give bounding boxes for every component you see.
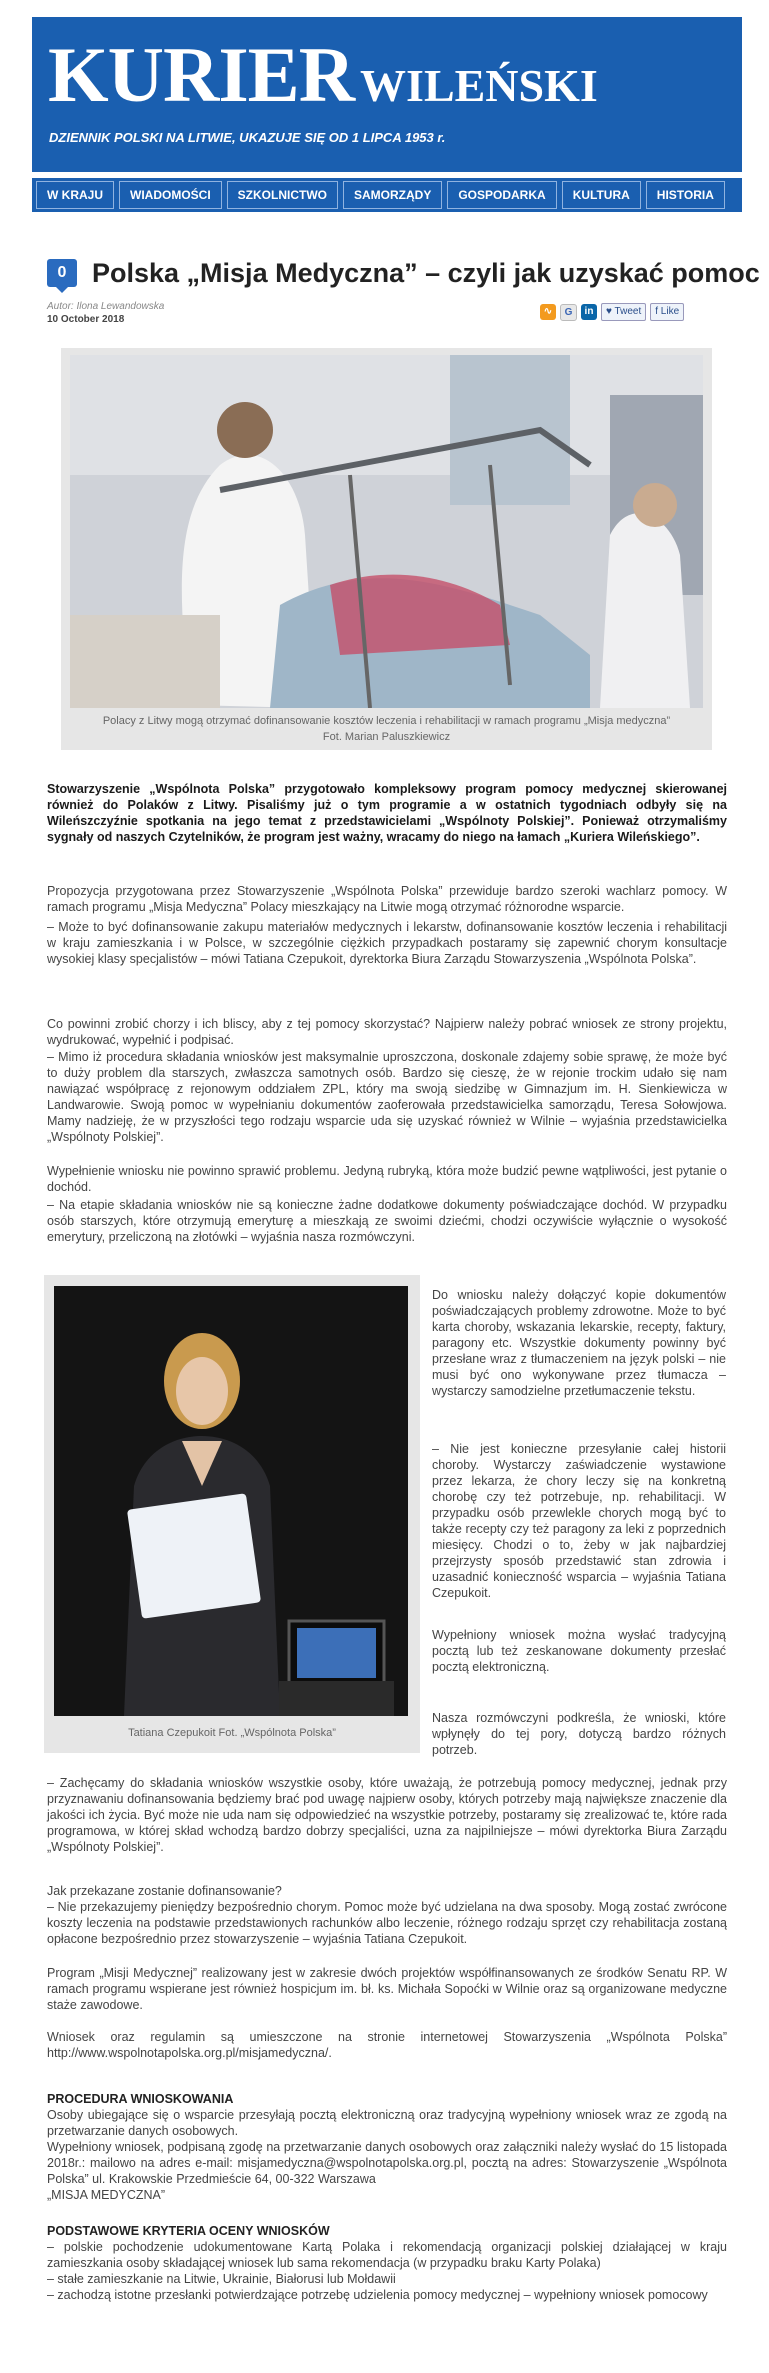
nav-item-gospodarka[interactable]: GOSPODARKA — [447, 181, 556, 209]
body-paragraph-3: Co powinni zrobić chorzy i ich bliscy, aby z tej pomocy skorzystać? Najpierw należy pobrać wniosek ze strony projektu, wydrukować, wypełnić i podpisać. — [47, 1017, 727, 1047]
body-paragraph-17: Wypełniony wniosek, podpisaną zgodę na przetwarzanie danych osobowych oraz załączniki należy wysłać do 15 listopada 2018r.: mailowo na adres e-mail: misjamedyczna@wspolnotapolska.org.pl, pocztą na adres: Stowarzyszenie „Wspólnota Polska” ul. Krakowskie Przedmieście 64, 00-322 Warszawa — [47, 2140, 727, 2186]
nav-item-kultura[interactable]: KULTURA — [562, 181, 641, 209]
tagline: DZIENNIK POLSKI NA LITWIE, UKAZUJE SIĘ OD 1 LIPCA 1953 r. — [49, 130, 446, 145]
comment-count-badge[interactable]: 0 — [47, 259, 77, 287]
body-paragraph-18: „MISJA MEDYCZNA” — [47, 2188, 166, 2202]
article-author: Autor: Ilona Lewandowska — [47, 301, 165, 312]
body-paragraph-10: Nasza rozmówczyni podkreśla, że wnioski, które wpłynęły do tej pory, dotyczą bardzo różnych potrzeb. — [432, 1711, 726, 1757]
hospital-photo-credit: Fot. Marian Paluszkiewicz — [322, 731, 451, 743]
portrait-photo-figure — [44, 1275, 420, 1753]
body-paragraph-9: Wypełniony wniosek można wysłać tradycyjną pocztą lub też zeskanowane dokumenty przesłać pocztą elektroniczną. — [432, 1628, 726, 1674]
linkedin-icon[interactable]: in — [581, 304, 597, 320]
criteria-item-2: – stałe zamieszkanie na Litwie, Ukrainie, Białorusi lub Mołdawii — [47, 2272, 396, 2286]
body-paragraph-16: Osoby ubiegające się o wsparcie przesyłają pocztą elektroniczną oraz tradycyjną wypełniony wniosek wraz ze zgodą na przetwarzanie danych osobowych. — [47, 2108, 727, 2138]
section-heading-criteria: PODSTAWOWE KRYTERIA OCENY WNIOSKÓW — [47, 2224, 330, 2238]
hospital-photo-caption — [61, 713, 712, 745]
share-bar — [540, 303, 684, 321]
google-icon[interactable]: G — [560, 304, 577, 321]
portrait-photo — [54, 1286, 408, 1716]
rss-icon[interactable]: ∿ — [540, 304, 556, 320]
body-paragraph-8: – Nie jest konieczne przesyłanie całej historii choroby. Wystarczy zaświadczenie wystawione przez lekarza, że chory leczy się na konkretną chorobę czy też potrzebuje, np. rehabilitacji. W przypadku osób przewlekle chorych mogą być to także recepty czy też paragony za leki z poprzednich miesięcy. Chodzi o to, żeby w jak najbardziej przejrzysty sposób przedstawić stan zdrowia i uzasadnić konieczność wsparcia – wyjaśnia Tatiana Czepukoit. — [432, 1442, 726, 1600]
main-nav — [32, 178, 742, 212]
body-paragraph-14: Program „Misji Medycznej” realizowany jest w zakresie dwóch projektów współfinansowanych ze środków Senatu RP. W ramach programu wspierane jest również hospicjum im. bł. ks. Michała Sopoćki w Wilnie oraz są organizowane medyczne staże zawodowe. — [47, 1966, 727, 2012]
portrait-illustration — [54, 1286, 408, 1716]
logo-sub: WILEŃSKI — [360, 60, 598, 111]
like-label: Like — [660, 306, 680, 317]
nav-item-historia[interactable]: HISTORIA — [646, 181, 725, 209]
body-paragraph-6: – Na etapie składania wniosków nie są konieczne żadne dodatkowe dokumenty poświadczające dochód. W przypadku osób starszych, które otrzymują emeryturę a mieszkają ze swoimi dziećmi, chodzi oczywiście wyłącznie o wysokość emerytury, przeliczoną na złotówki – wyjaśnia nasza rozmówczyni. — [47, 1198, 727, 1244]
like-button[interactable]: f Like — [650, 303, 684, 321]
nav-item-w-kraju[interactable]: W KRAJU — [36, 181, 114, 209]
hospital-photo-illustration — [70, 355, 703, 708]
body-paragraph-1: Propozycja przygotowana przez Stowarzyszenie „Wspólnota Polska” przewiduje bardzo szeroki wachlarz pomocy. W ramach programu „Misja Medyczna” Polacy mieszkający na Litwie mogą otrzymać różnorodne wsparcie. — [47, 884, 727, 914]
body-paragraph-13: – Nie przekazujemy pieniędzy bezpośrednio chorym. Pomoc może być udzielana na dwa sposoby. Mogą zostać zwrócone koszty leczenia na podstawie przedstawionych rachunków albo leczenie, różnego rodzaju sprzęt czy rehabilitacja zostaną opłacone bezpośrednio przez stowarzyszenie – wyjaśnia Tatiana Czepukoit. — [47, 1900, 727, 1946]
body-paragraph-11: – Zachęcamy do składania wniosków wszystkie osoby, które uważają, że potrzebują pomocy medycznej, jednak przy przyznawaniu dofinansowania będziemy brać pod uwagę najpierw osoby, których potrzeby mają największe znaczenie dla jakości ich życia. Być może nie uda nam się odpowiedzieć na wszystkie potrzeby, postaramy się zrealizować te, które rada programowa, w której skład wchodzą bardzo dobrzy specjaliści, uzna za najpilniejsze – mówi dyrektorka Biura Zarządu „Wspólnoty Polskiej”. — [47, 1776, 727, 1854]
masthead[interactable] — [32, 17, 742, 172]
body-paragraph-5: Wypełnienie wniosku nie powinno sprawić problemu. Jedyną rubryką, która może budzić pewne wątpliwości, jest pytanie o dochód. — [47, 1164, 727, 1194]
hospital-photo-caption-text: Polacy z Litwy mogą otrzymać dofinansowanie kosztów leczenia i rehabilitacji w ramach programu „Misja medyczna” — [102, 715, 671, 727]
portrait-caption: Tatiana Czepukoit Fot. „Wspólnota Polska” — [128, 1727, 336, 1739]
tweet-label: Tweet — [614, 306, 642, 317]
body-paragraph-4: – Mimo iż procedura składania wniosków jest maksymalnie uproszczona, doskonale zdajemy sobie sprawę, że może być to duży problem dla starszych, zwłaszcza samotnych osób. Bardzo się cieszę, że w rejonie trockim udało się nam nawiązać współpracę z rejonowym oddziałem ZPL, który ma swoją siedzibę w Gimnazjum im. H. Sienkiewicza w Landwarowie. Swoją pomoc w wypełnianiu dokumentów zaoferowała przedstawicielka samorządu, Teresa Sołowjowa. Mamy nadzieję, że w przyszłości tego rodzaju wsparcie uda się uzyskać również w Wilnie – wyjaśnia przedstawicielka „Wspólnoty Polskiej”. — [47, 1050, 727, 1144]
criteria-item-1: – polskie pochodzenie udokumentowane Kartą Polaka i rekomendacją organizacji polskiej działającej w kraju zamieszkania osoby składającej wniosek lub sama rekomendacja (w przypadku braku Karty Polaka) — [47, 2240, 727, 2270]
section-heading-procedure: PROCEDURA WNIOSKOWANIA — [47, 2092, 234, 2106]
body-paragraph-15: Wniosek oraz regulamin są umieszczone na stronie internetowej Stowarzyszenia „Wspólnota Polska” http://www.wspolnotapolska.org.pl/misjamedyczna/. — [47, 2030, 727, 2060]
nav-item-wiadomosci[interactable]: WIADOMOŚCI — [119, 181, 222, 209]
body-paragraph-2: – Może to być dofinansowanie zakupu materiałów medycznych i lekarstw, dofinansowanie kosztów leczenia i rehabilitacji w kraju zamieszkania i w Polsce, w szczególnie ciężkich przypadkach postaramy się zapewnić chorym konsultacje wysokiej klasy specjalistów – mówi Tatiana Czepukoit, dyrektorka Biura Zarządu Stowarzyszenia „Wspólnota Polska”. — [47, 920, 727, 966]
site-logo[interactable] — [48, 31, 598, 118]
logo-main: KURIER — [48, 31, 355, 118]
criteria-item-3: – zachodzą istotne przesłanki potwierdzające potrzebę udzielenia pomocy medycznej – wypełniony wniosek pomocowy — [47, 2288, 708, 2302]
body-paragraph-7: Do wniosku należy dołączyć kopie dokumentów poświadczających problemy zdrowotne. Może to być karta choroby, wskazania lekarskie, recepty, faktury, paragony etc. Wszystkie dokumenty powinny być przesłane wraz z tłumaczeniem na język polski – nie musi być ono wykonywane przez tłumacza – wystarczy samodzielne przetłumaczenie tekstu. — [432, 1288, 726, 1398]
nav-item-szkolnictwo[interactable]: SZKOLNICTWO — [227, 181, 338, 209]
body-paragraph-12: Jak przekazane zostanie dofinansowanie? — [47, 1884, 282, 1898]
lead-paragraph: Stowarzyszenie „Wspólnota Polska” przygotowało kompleksowy program pomocy medycznej skierowanej również do Polaków z Litwy. Pisaliśmy już o tym programie a w ostatnich tygodniach odbyły się na Wileńszczyźnie spotkania na jego temat z przedstawicielami „Wspólnoty Polskiej”. Ponieważ otrzymaliśmy sygnały od naszych Czytelników, że program jest ważny, wracamy do niego na łamach „Kuriera Wileńskiego”. — [47, 782, 727, 844]
article-title: Polska „Misja Medyczna” – czyli jak uzyskać pomoc — [92, 258, 760, 288]
article-date: 10 October 2018 — [47, 314, 125, 325]
hospital-photo — [70, 355, 703, 708]
hospital-photo-figure — [61, 348, 712, 750]
tweet-button[interactable]: ♥ Tweet — [601, 303, 646, 321]
nav-item-samorzady[interactable]: SAMORZĄDY — [343, 181, 442, 209]
